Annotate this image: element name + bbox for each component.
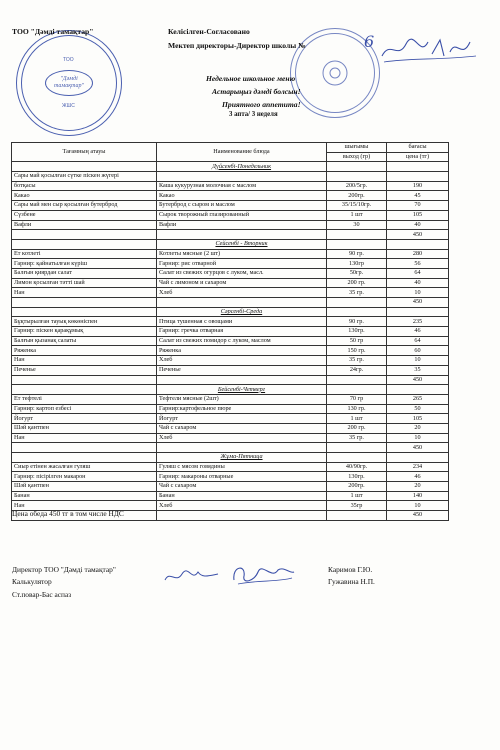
dish-name-kz: Лимон қосылған тәтті шай: [12, 278, 157, 288]
dish-name-ru: Каша кукурузная молочная с маслом: [157, 181, 327, 191]
dish-name-kz: Балғын қызанақ салаты: [12, 336, 157, 346]
dish-name-kz: Гарнир: қайнатылған күріш: [12, 259, 157, 269]
dish-name-ru: Какао: [157, 191, 327, 201]
stamp-center-text: "Дәмді тамақтар": [45, 70, 93, 96]
total-row: [12, 443, 449, 453]
dish-name-ru: Хлеб: [157, 356, 327, 366]
dish-price: 10: [387, 356, 449, 366]
dish-price: 40: [387, 278, 449, 288]
total-row: [12, 375, 449, 385]
dish-name-kz: Бұқтырылған тауық көкөніспен: [12, 317, 157, 327]
dish-name-kz: ботқасы: [12, 181, 157, 191]
dish-name-ru: Чай с лимоном и сахаром: [157, 278, 327, 288]
director-name: Каримов Г.Ю.: [328, 565, 373, 574]
dish-output: 35гр: [327, 501, 387, 511]
dish-name-kz: Нан: [12, 433, 157, 443]
dish-name-ru: Хлеб: [157, 433, 327, 443]
dish-name-kz: Шәй қантпен: [12, 482, 157, 492]
table-row: [12, 472, 449, 482]
table-row: [12, 404, 449, 414]
col-header-name-ru: Наименование блюда: [157, 143, 327, 162]
day-row: [12, 453, 449, 463]
school-number: 6: [364, 32, 375, 51]
dish-output: 90 гр.: [327, 249, 387, 259]
dish-name-ru: Гарнир: рис отварной: [157, 259, 327, 269]
dish-name-ru: Котлеты мясные (2 шт): [157, 249, 327, 259]
dish-name-ru: Хлеб: [157, 288, 327, 298]
table-row: [12, 172, 449, 182]
day-title: Бейсенбі-Четверг: [157, 385, 327, 395]
table-row: [12, 491, 449, 501]
dish-output: 50гр.: [327, 268, 387, 278]
dish-name-ru: Ряженка: [157, 346, 327, 356]
dish-price: 64: [387, 268, 449, 278]
dish-price: 234: [387, 462, 449, 472]
dish-output: 200 гр.: [327, 278, 387, 288]
dish-output: 24гр.: [327, 365, 387, 375]
table-row: [12, 201, 449, 211]
table-row: [12, 191, 449, 201]
dish-price: 45: [387, 191, 449, 201]
day-total: 450: [387, 298, 449, 308]
dish-price: 40: [387, 220, 449, 230]
dish-output: 200гр.: [327, 482, 387, 492]
stamp-top-text: ТОО: [63, 57, 74, 63]
table-row: [12, 317, 449, 327]
dish-name-ru: Чай с сахаром: [157, 482, 327, 492]
dish-name-kz: Печенье: [12, 365, 157, 375]
dish-output: 40/90гр.: [327, 462, 387, 472]
day-row: [12, 385, 449, 395]
table-row: [12, 365, 449, 375]
dish-price: 105: [387, 210, 449, 220]
company-name: ТОО "Дәмді тамақтар": [12, 27, 94, 36]
dish-name-kz: Банан: [12, 491, 157, 501]
table-row: [12, 259, 449, 269]
dish-output: 130гр.: [327, 472, 387, 482]
dish-output: 150 гр.: [327, 346, 387, 356]
dish-name-kz: Балғын қиярдан салат: [12, 268, 157, 278]
dish-price: 265: [387, 394, 449, 404]
dish-price: 60: [387, 346, 449, 356]
day-title: Жұма-Пятница: [157, 453, 327, 463]
total-row: [12, 230, 449, 240]
dish-name-kz: Сиыр етінен жасалған гуляш: [12, 462, 157, 472]
agreed-label: Келісілген-Согласовано: [168, 27, 250, 36]
dish-name-kz: Гарнир: картоп езбесі: [12, 404, 157, 414]
dish-name-kz: Йогурт: [12, 414, 157, 424]
dish-name-kz: Шәй қантпен: [12, 423, 157, 433]
dish-output: 130гр.: [327, 327, 387, 337]
dish-name-ru: Банан: [157, 491, 327, 501]
dish-price: 46: [387, 327, 449, 337]
dish-name-kz: Ет котлеті: [12, 249, 157, 259]
dish-output: 70 гр: [327, 394, 387, 404]
day-total: 450: [387, 230, 449, 240]
dish-price: 280: [387, 249, 449, 259]
table-row: [12, 336, 449, 346]
dish-name-ru: Гарнир: макароны отварные: [157, 472, 327, 482]
menu-subtitle-ru: Приятного аппетита!: [222, 100, 301, 109]
table-row: [12, 278, 449, 288]
dish-price: 20: [387, 482, 449, 492]
dish-name-ru: Печенье: [157, 365, 327, 375]
emblem-icon: [320, 58, 350, 88]
day-row: [12, 239, 449, 249]
dish-price: 56: [387, 259, 449, 269]
table-row: [12, 220, 449, 230]
dish-output: 35 гр.: [327, 288, 387, 298]
dish-output: 200/5гр.: [327, 181, 387, 191]
dish-name-kz: Нан: [12, 356, 157, 366]
dish-output: [327, 172, 387, 182]
day-total: 450: [387, 443, 449, 453]
dish-name-kz: Нан: [12, 288, 157, 298]
table-row: [12, 394, 449, 404]
dish-name-ru: Бутерброд с сыром и маслом: [157, 201, 327, 211]
day-row: [12, 307, 449, 317]
dish-output: 35 гр.: [327, 356, 387, 366]
dish-name-ru: Йогурт: [157, 414, 327, 424]
director-line: Мектеп директоры-Директор школы №: [168, 41, 306, 50]
calculator-name: Гужавина Н.П.: [328, 577, 375, 586]
calculator-title: Калькулятор: [12, 577, 52, 586]
dish-price: 64: [387, 336, 449, 346]
calculator-signature: [162, 566, 222, 588]
menu-title: Недельное школьное меню: [206, 74, 296, 83]
dish-price: 20: [387, 423, 449, 433]
dish-output: 1 шт: [327, 210, 387, 220]
dish-name-kz: Гарнир: піскен қарақұмық: [12, 327, 157, 337]
dish-name-ru: Чай с сахаром: [157, 423, 327, 433]
dish-name-ru: Тефтели мясные (2шт): [157, 394, 327, 404]
dish-output: 130 гр.: [327, 404, 387, 414]
dish-name-ru: Птица тушенная с овощами: [157, 317, 327, 327]
day-total: 450: [387, 375, 449, 385]
dish-name-ru: Гарнир: гречка отварная: [157, 327, 327, 337]
menu-subtitle-kz: Астарыңыз дәмді болсын!: [212, 87, 301, 96]
menu-table-body: [12, 162, 449, 520]
dish-name-kz: Сары май қосылған сүтке піскен жүгері: [12, 172, 157, 182]
dish-price: 105: [387, 414, 449, 424]
dish-name-ru: Вафли: [157, 220, 327, 230]
dish-output: 50 гр: [327, 336, 387, 346]
table-row: [12, 288, 449, 298]
director-signature: [380, 30, 480, 70]
dish-price: 10: [387, 433, 449, 443]
dish-price: 35: [387, 365, 449, 375]
table-row: [12, 210, 449, 220]
total-row: [12, 298, 449, 308]
dish-name-kz: Сары май мен сыр қосылған бутерброд: [12, 201, 157, 211]
table-row: [12, 482, 449, 492]
menu-table: [11, 142, 449, 521]
dish-name-ru: Сырок творожный глазированный: [157, 210, 327, 220]
dish-price: 235: [387, 317, 449, 327]
company-stamp: [16, 30, 122, 136]
table-row: [12, 327, 449, 337]
dish-price: 140: [387, 491, 449, 501]
week-label: 3 апта/ 3 неделя: [229, 111, 278, 118]
day-title: Сәрсенбі-Среда: [157, 307, 327, 317]
dish-name-ru: Салат из свежих помидор с луком, маслом: [157, 336, 327, 346]
table-row: [12, 423, 449, 433]
dish-name-kz: Ряженка: [12, 346, 157, 356]
table-row: [12, 249, 449, 259]
dish-output: 1 шт: [327, 414, 387, 424]
chef-title: Ст.повар-Бас аспаз: [12, 590, 72, 599]
dish-name-kz: Какао: [12, 191, 157, 201]
dish-output: 200гр.: [327, 191, 387, 201]
dish-price: 50: [387, 404, 449, 414]
dish-output: 90 гр.: [327, 317, 387, 327]
dish-name-kz: Ет тефтелі: [12, 394, 157, 404]
col-header-name-kz: Тағамның атауы: [12, 143, 157, 162]
table-row: [12, 414, 449, 424]
day-title: Сейсенбі - Вторник: [157, 239, 327, 249]
dish-output: 30: [327, 220, 387, 230]
dish-name-kz: Гарнир: пісірілген макарон: [12, 472, 157, 482]
col-header-output: выход (гр): [327, 152, 387, 162]
director-footer-signature: [228, 560, 298, 590]
director-title: Директор ТОО "Дәмді тамақтар": [12, 565, 116, 574]
day-title: Дүйсенбі-Понедельник: [157, 162, 327, 172]
dish-output: 200 гр.: [327, 423, 387, 433]
dish-name-ru: Гуляш с мясом говядины: [157, 462, 327, 472]
dish-price: 190: [387, 181, 449, 191]
dish-name-ru: Хлеб: [157, 501, 327, 511]
day-total: 450: [387, 511, 449, 521]
dish-price: 10: [387, 501, 449, 511]
day-row: [12, 162, 449, 172]
dish-price: 10: [387, 288, 449, 298]
dish-output: 35 гр.: [327, 433, 387, 443]
col-header-price: цена (тг): [387, 152, 449, 162]
col-header-price-top: бағасы: [387, 143, 449, 153]
dish-output: 1 шт: [327, 491, 387, 501]
dish-output: 130гр: [327, 259, 387, 269]
dish-name-ru: Гарнир:картофельное пюре: [157, 404, 327, 414]
stamp-bottom-text: ЖШС: [62, 103, 75, 109]
dish-name-kz: Нан: [12, 501, 157, 511]
dish-output: 35/15/10гр.: [327, 201, 387, 211]
dish-price: [387, 172, 449, 182]
table-row: [12, 433, 449, 443]
table-row: [12, 268, 449, 278]
dish-name-ru: Салат из свежих огурцов с луком, масл.: [157, 268, 327, 278]
table-row: [12, 356, 449, 366]
price-note: Цена обеда 450 тг в том числе НДС: [12, 509, 124, 518]
dish-price: 46: [387, 472, 449, 482]
table-row: [12, 181, 449, 191]
dish-price: 70: [387, 201, 449, 211]
col-header-output-top: шығымы: [327, 143, 387, 153]
table-row: [12, 462, 449, 472]
dish-name-kz: Сүзбене: [12, 210, 157, 220]
dish-name-kz: Вафли: [12, 220, 157, 230]
table-row: [12, 346, 449, 356]
dish-name-ru: [157, 172, 327, 182]
